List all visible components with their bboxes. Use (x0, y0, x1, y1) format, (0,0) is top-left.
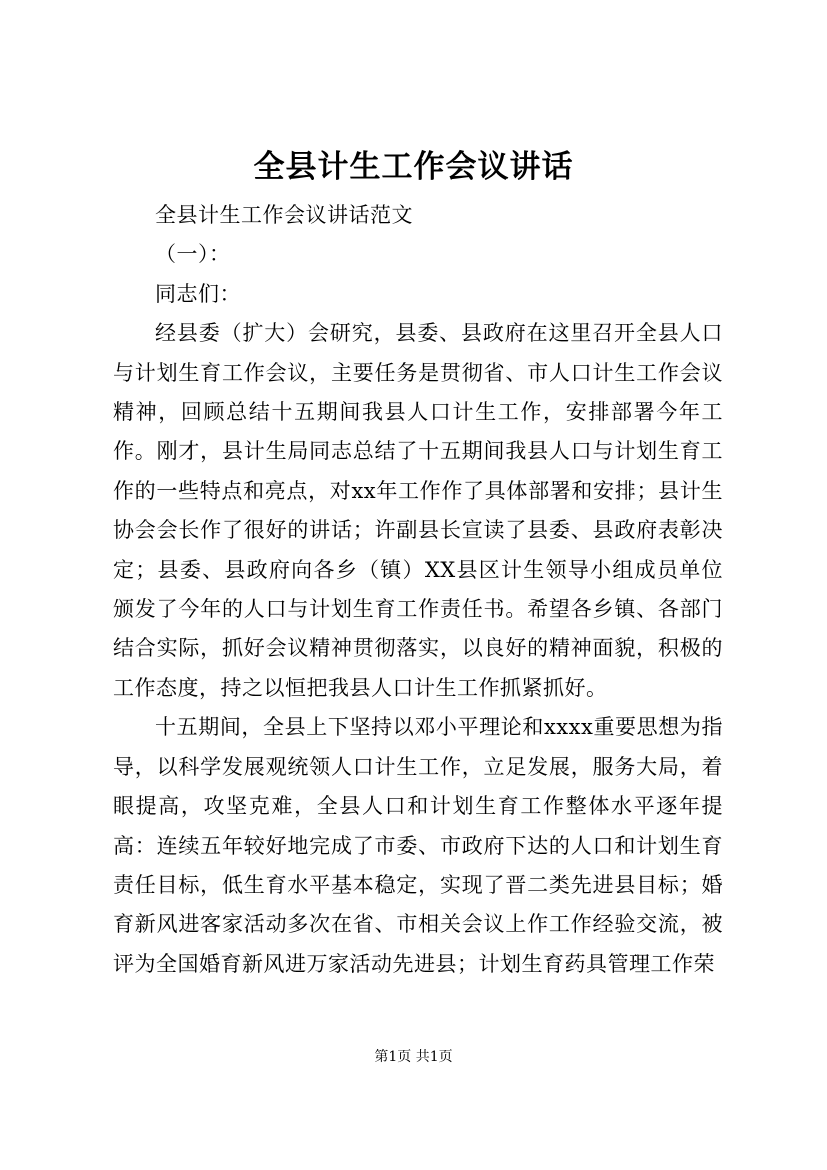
section-marker: （一）： (155, 242, 231, 267)
body-paragraph-1: 经县委（扩大）会研究，县委、县政府在这里召开全县人口与计划生育工作会议，主要任务是贯彻省、市人口计生工作会议精神，回顾总结十五期间我县人口计生工作，安排部署今年工作。刚才，县计生局同志总结了十五期间我县人口与计划生育工作的一些特点和亮点，对xx年工作作了具体部署和安排；县计生协会会长作了很好的讲话；许副县长宣读了县委、县政府表彰决定；县委、县政府向各乡（镇）XX县区计生领导小组成员单位颁发了今年的人口与计划生育工作责任书。希望各乡镇、各部门结合实际，抓好会议精神贯彻落实，以良好的精神面貌，积极的工作态度，持之以恒把我县人口计生工作抓紧抓好。 (113, 321, 723, 700)
body-paragraph-2: 十五期间，全县上下坚持以邓小平理论和xxxx重要思想为指导，以科学发展观统领人口计生工作，立足发展，服务大局，着眼提高，攻坚克难，全县人口和计划生育工作整体水平逐年提高：连续五年较好地完成了市委、市政府下达的人口和计划生育责任目标，低生育水平基本稳定，实现了晋二类先进县目标；婚育新风进客家活动多次在省、市相关会议上作工作经验交流，被评为全国婚育新风进万家活动先进县；计划生育药具管理工作荣 (113, 715, 723, 976)
page-footer: 第1页 共1页 (374, 1049, 453, 1065)
document-body (113, 196, 723, 984)
salutation: 同志们： (155, 281, 241, 306)
document-subtitle: 全县计生工作会议讲话范文 (155, 203, 413, 227)
document-title: 全县计生工作会议讲话 (253, 149, 574, 185)
